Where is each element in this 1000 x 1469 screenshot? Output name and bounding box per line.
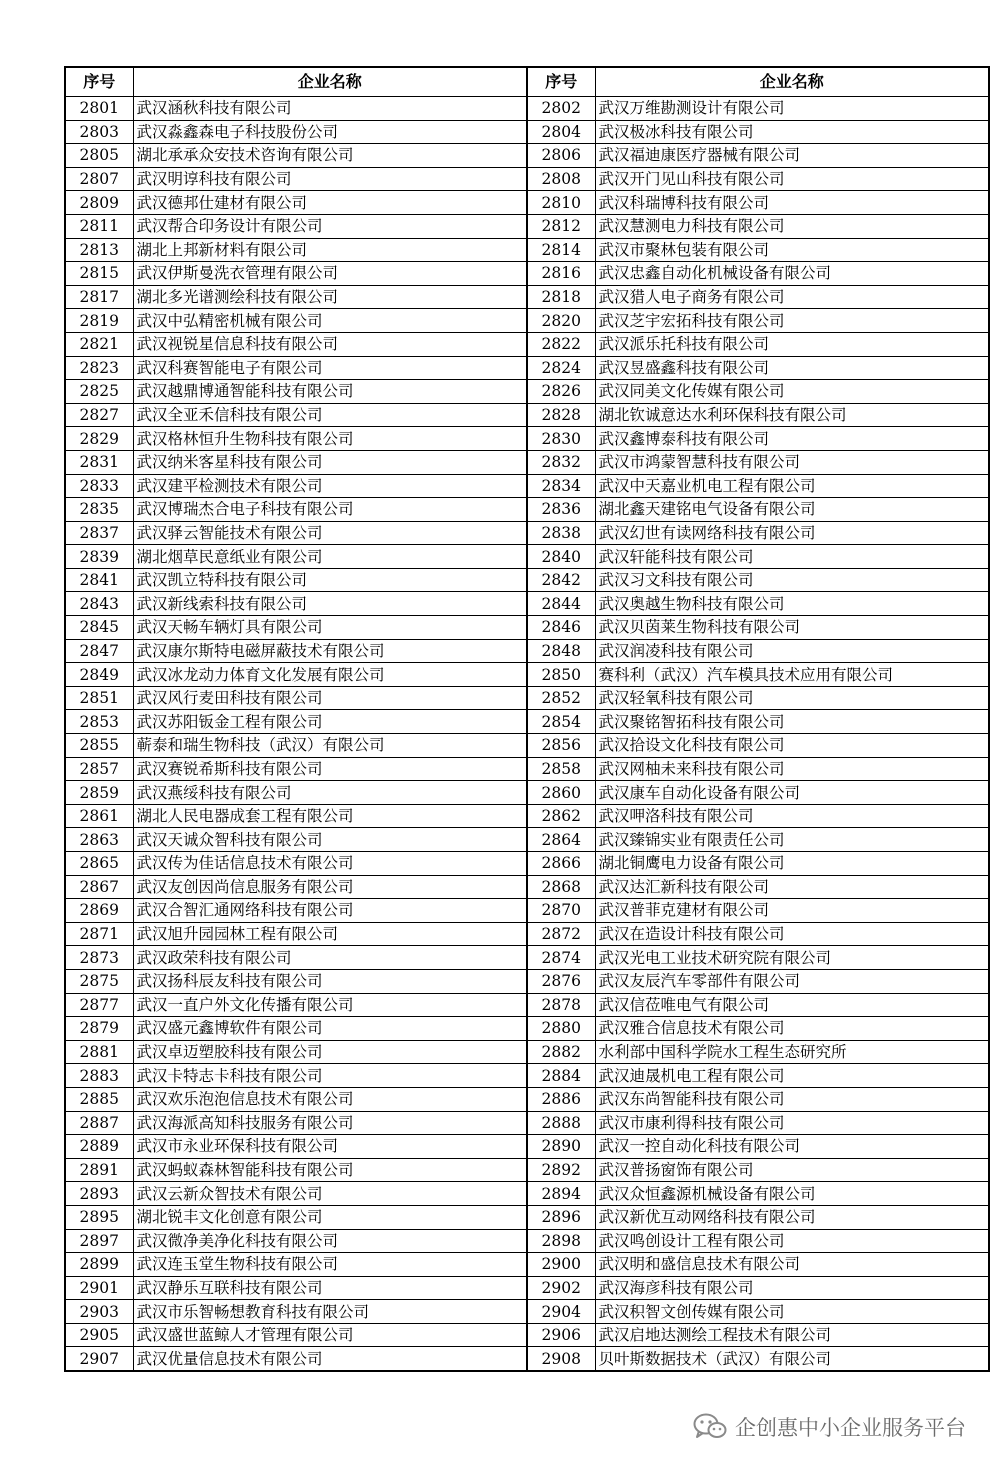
table-row xyxy=(65,1205,989,1229)
serial-left: 2903 xyxy=(65,1300,133,1324)
table-row xyxy=(65,1276,989,1300)
company-name-right: 武汉呷洛科技有限公司 xyxy=(595,804,989,828)
serial-left: 2885 xyxy=(65,1087,133,1111)
table-row xyxy=(65,804,989,828)
company-name-left: 湖北上邦新材料有限公司 xyxy=(133,238,527,262)
table-row xyxy=(65,592,989,616)
company-name-right: 武汉奥越生物科技有限公司 xyxy=(595,592,989,616)
company-name-left: 武汉微净美净化科技有限公司 xyxy=(133,1229,527,1253)
serial-right: 2908 xyxy=(527,1347,595,1371)
serial-right: 2900 xyxy=(527,1253,595,1277)
table-row xyxy=(65,214,989,238)
header-serial-right: 序号 xyxy=(527,67,595,97)
header-company-name-right: 企业名称 xyxy=(595,67,989,97)
company-name-left: 武汉旭升园园林工程有限公司 xyxy=(133,922,527,946)
company-name-left: 武汉驿云智能技术有限公司 xyxy=(133,521,527,545)
company-name-left: 武汉康尔斯特电磁屏蔽技术有限公司 xyxy=(133,639,527,663)
serial-right: 2854 xyxy=(527,710,595,734)
serial-left: 2877 xyxy=(65,993,133,1017)
company-name-left: 武汉盛世蓝鲸人才管理有限公司 xyxy=(133,1323,527,1347)
serial-left: 2855 xyxy=(65,734,133,758)
company-name-right: 武汉市康利得科技有限公司 xyxy=(595,1111,989,1135)
serial-left: 2817 xyxy=(65,285,133,309)
table-row xyxy=(65,1135,989,1159)
table-row xyxy=(65,427,989,451)
company-name-left: 湖北人民电器成套工程有限公司 xyxy=(133,804,527,828)
company-name-right: 武汉昱盛鑫科技有限公司 xyxy=(595,356,989,380)
table-row xyxy=(65,1300,989,1324)
serial-left: 2843 xyxy=(65,592,133,616)
company-name-left: 武汉越鼎博通智能科技有限公司 xyxy=(133,380,527,404)
serial-right: 2898 xyxy=(527,1229,595,1253)
company-name-right: 武汉康车自动化设备有限公司 xyxy=(595,781,989,805)
table-row xyxy=(65,568,989,592)
table-row xyxy=(65,144,989,168)
table-header-row xyxy=(65,67,989,97)
table-row xyxy=(65,356,989,380)
serial-right: 2864 xyxy=(527,828,595,852)
company-name-left: 武汉市永业环保科技有限公司 xyxy=(133,1135,527,1159)
company-name-right: 武汉友辰汽车零部件有限公司 xyxy=(595,969,989,993)
table-row xyxy=(65,686,989,710)
serial-left: 2889 xyxy=(65,1135,133,1159)
table-row xyxy=(65,1087,989,1111)
serial-right: 2874 xyxy=(527,946,595,970)
serial-left: 2851 xyxy=(65,686,133,710)
wechat-icon xyxy=(693,1412,727,1442)
serial-right: 2840 xyxy=(527,545,595,569)
serial-right: 2818 xyxy=(527,285,595,309)
serial-left: 2825 xyxy=(65,380,133,404)
company-name-right: 武汉鸣创设计工程有限公司 xyxy=(595,1229,989,1253)
company-name-right: 湖北鑫天建铭电气设备有限公司 xyxy=(595,498,989,522)
table-row xyxy=(65,899,989,923)
serial-right: 2806 xyxy=(527,144,595,168)
table-row xyxy=(65,663,989,687)
table-row xyxy=(65,403,989,427)
company-name-right: 武汉东尚智能科技有限公司 xyxy=(595,1087,989,1111)
table-row xyxy=(65,734,989,758)
serial-right: 2894 xyxy=(527,1182,595,1206)
company-name-left: 蕲泰和瑞生物科技（武汉）有限公司 xyxy=(133,734,527,758)
table-row xyxy=(65,262,989,286)
serial-left: 2845 xyxy=(65,616,133,640)
company-name-right: 武汉幻世有读网络科技有限公司 xyxy=(595,521,989,545)
header-serial-left: 序号 xyxy=(65,67,133,97)
company-name-right: 湖北钦诚意达水利环保科技有限公司 xyxy=(595,403,989,427)
table-row xyxy=(65,474,989,498)
company-name-right: 武汉市聚林包装有限公司 xyxy=(595,238,989,262)
table-row xyxy=(65,946,989,970)
watermark xyxy=(693,1407,966,1447)
company-name-right: 武汉习文科技有限公司 xyxy=(595,568,989,592)
company-name-right: 武汉慧测电力科技有限公司 xyxy=(595,214,989,238)
table-row xyxy=(65,757,989,781)
table-row xyxy=(65,1111,989,1135)
serial-left: 2837 xyxy=(65,521,133,545)
serial-left: 2893 xyxy=(65,1182,133,1206)
company-name-left: 武汉赛锐希斯科技有限公司 xyxy=(133,757,527,781)
serial-left: 2863 xyxy=(65,828,133,852)
company-name-right: 武汉市鸿蒙智慧科技有限公司 xyxy=(595,450,989,474)
serial-right: 2804 xyxy=(527,120,595,144)
serial-left: 2883 xyxy=(65,1064,133,1088)
serial-right: 2820 xyxy=(527,309,595,333)
company-name-left: 武汉友创因尚信息服务有限公司 xyxy=(133,875,527,899)
serial-right: 2878 xyxy=(527,993,595,1017)
serial-right: 2832 xyxy=(527,450,595,474)
serial-left: 2809 xyxy=(65,191,133,215)
serial-left: 2831 xyxy=(65,450,133,474)
watermark-text: 企创惠中小企业服务平台 xyxy=(735,1416,966,1440)
serial-right: 2882 xyxy=(527,1040,595,1064)
company-name-right: 赛科利（武汉）汽车模具技术应用有限公司 xyxy=(595,663,989,687)
table-row xyxy=(65,969,989,993)
table-row xyxy=(65,875,989,899)
company-name-left: 武汉连玉堂生物科技有限公司 xyxy=(133,1253,527,1277)
company-name-left: 湖北锐丰文化创意有限公司 xyxy=(133,1205,527,1229)
header-company-name-left: 企业名称 xyxy=(133,67,527,97)
company-name-right: 武汉万维勘测设计有限公司 xyxy=(595,97,989,121)
company-name-right: 湖北铜鹰电力设备有限公司 xyxy=(595,852,989,876)
serial-right: 2896 xyxy=(527,1205,595,1229)
serial-left: 2887 xyxy=(65,1111,133,1135)
table-row xyxy=(65,710,989,734)
serial-left: 2879 xyxy=(65,1017,133,1041)
table-row xyxy=(65,285,989,309)
table-row xyxy=(65,498,989,522)
company-name-left: 武汉云新众智技术有限公司 xyxy=(133,1182,527,1206)
table-row xyxy=(65,1229,989,1253)
company-name-left: 湖北多光谱测绘科技有限公司 xyxy=(133,285,527,309)
table-row xyxy=(65,380,989,404)
company-name-right: 武汉开门见山科技有限公司 xyxy=(595,167,989,191)
company-list-table xyxy=(64,66,990,1372)
company-name-right: 武汉新优互动网络科技有限公司 xyxy=(595,1205,989,1229)
company-name-right: 武汉润凌科技有限公司 xyxy=(595,639,989,663)
serial-left: 2905 xyxy=(65,1323,133,1347)
serial-right: 2844 xyxy=(527,592,595,616)
table-row xyxy=(65,1040,989,1064)
serial-left: 2819 xyxy=(65,309,133,333)
serial-right: 2870 xyxy=(527,899,595,923)
serial-right: 2860 xyxy=(527,781,595,805)
serial-left: 2849 xyxy=(65,663,133,687)
table-row xyxy=(65,1347,989,1371)
company-name-left: 武汉天畅车辆灯具有限公司 xyxy=(133,616,527,640)
company-name-left: 武汉视锐星信息科技有限公司 xyxy=(133,332,527,356)
serial-left: 2839 xyxy=(65,545,133,569)
serial-left: 2815 xyxy=(65,262,133,286)
serial-left: 2861 xyxy=(65,804,133,828)
company-name-right: 武汉迪晟机电工程有限公司 xyxy=(595,1064,989,1088)
table-row xyxy=(65,238,989,262)
serial-right: 2876 xyxy=(527,969,595,993)
company-name-left: 武汉建平检测技术有限公司 xyxy=(133,474,527,498)
company-name-left: 武汉淼鑫森电子科技股份公司 xyxy=(133,120,527,144)
company-name-right: 武汉众恒鑫源机械设备有限公司 xyxy=(595,1182,989,1206)
company-name-right: 武汉芝宇宏拓科技有限公司 xyxy=(595,309,989,333)
serial-left: 2823 xyxy=(65,356,133,380)
table-row xyxy=(65,450,989,474)
company-name-left: 武汉新线索科技有限公司 xyxy=(133,592,527,616)
table-row xyxy=(65,332,989,356)
serial-right: 2880 xyxy=(527,1017,595,1041)
serial-right: 2866 xyxy=(527,852,595,876)
serial-right: 2858 xyxy=(527,757,595,781)
company-name-left: 武汉涵秋科技有限公司 xyxy=(133,97,527,121)
company-name-right: 武汉明和盛信息技术有限公司 xyxy=(595,1253,989,1277)
company-name-left: 武汉欢乐泡泡信息技术有限公司 xyxy=(133,1087,527,1111)
serial-right: 2890 xyxy=(527,1135,595,1159)
company-name-left: 武汉伊斯曼洗衣管理有限公司 xyxy=(133,262,527,286)
serial-right: 2814 xyxy=(527,238,595,262)
company-name-right: 武汉中天嘉业机电工程有限公司 xyxy=(595,474,989,498)
serial-left: 2807 xyxy=(65,167,133,191)
serial-left: 2901 xyxy=(65,1276,133,1300)
serial-right: 2846 xyxy=(527,616,595,640)
serial-left: 2907 xyxy=(65,1347,133,1371)
serial-left: 2821 xyxy=(65,332,133,356)
table-row xyxy=(65,1323,989,1347)
company-name-left: 武汉扬科辰友科技有限公司 xyxy=(133,969,527,993)
serial-left: 2827 xyxy=(65,403,133,427)
serial-right: 2904 xyxy=(527,1300,595,1324)
serial-right: 2836 xyxy=(527,498,595,522)
company-name-right: 贝叶斯数据技术（武汉）有限公司 xyxy=(595,1347,989,1371)
table-row xyxy=(65,521,989,545)
serial-left: 2835 xyxy=(65,498,133,522)
serial-left: 2867 xyxy=(65,875,133,899)
table-row xyxy=(65,545,989,569)
serial-right: 2850 xyxy=(527,663,595,687)
company-name-left: 武汉凯立特科技有限公司 xyxy=(133,568,527,592)
serial-right: 2884 xyxy=(527,1064,595,1088)
company-name-left: 武汉格林恒升生物科技有限公司 xyxy=(133,427,527,451)
company-name-left: 武汉合智汇通网络科技有限公司 xyxy=(133,899,527,923)
company-name-right: 武汉海彦科技有限公司 xyxy=(595,1276,989,1300)
company-name-left: 武汉海派高知科技服务有限公司 xyxy=(133,1111,527,1135)
serial-right: 2812 xyxy=(527,214,595,238)
company-name-left: 武汉中弘精密机械有限公司 xyxy=(133,309,527,333)
serial-right: 2872 xyxy=(527,922,595,946)
serial-right: 2834 xyxy=(527,474,595,498)
company-name-right: 武汉普扬窗饰有限公司 xyxy=(595,1158,989,1182)
company-name-left: 武汉政荣科技有限公司 xyxy=(133,946,527,970)
serial-left: 2869 xyxy=(65,899,133,923)
company-name-right: 武汉同美文化传媒有限公司 xyxy=(595,380,989,404)
table-body xyxy=(65,97,989,1372)
serial-right: 2838 xyxy=(527,521,595,545)
company-name-left: 武汉盛元鑫博软件有限公司 xyxy=(133,1017,527,1041)
serial-right: 2862 xyxy=(527,804,595,828)
serial-left: 2891 xyxy=(65,1158,133,1182)
table-row xyxy=(65,97,989,121)
serial-left: 2805 xyxy=(65,144,133,168)
company-name-right: 武汉贝茵莱生物科技有限公司 xyxy=(595,616,989,640)
company-name-right: 武汉忠鑫自动化机械设备有限公司 xyxy=(595,262,989,286)
table-row xyxy=(65,1253,989,1277)
serial-left: 2875 xyxy=(65,969,133,993)
company-name-right: 武汉普菲克建材有限公司 xyxy=(595,899,989,923)
company-name-left: 武汉传为佳话信息技术有限公司 xyxy=(133,852,527,876)
table-row xyxy=(65,993,989,1017)
company-name-right: 武汉科瑞博科技有限公司 xyxy=(595,191,989,215)
company-name-right: 武汉信莅唯电气有限公司 xyxy=(595,993,989,1017)
company-name-left: 武汉明谆科技有限公司 xyxy=(133,167,527,191)
company-name-right: 武汉启地达测绘工程技术有限公司 xyxy=(595,1323,989,1347)
company-name-left: 湖北烟草民意纸业有限公司 xyxy=(133,545,527,569)
serial-left: 2803 xyxy=(65,120,133,144)
serial-right: 2808 xyxy=(527,167,595,191)
serial-left: 2833 xyxy=(65,474,133,498)
table-row xyxy=(65,616,989,640)
company-name-right: 武汉达汇新科技有限公司 xyxy=(595,875,989,899)
serial-right: 2886 xyxy=(527,1087,595,1111)
serial-right: 2824 xyxy=(527,356,595,380)
company-name-left: 湖北承承众安技术咨询有限公司 xyxy=(133,144,527,168)
serial-right: 2822 xyxy=(527,332,595,356)
company-name-right: 武汉在造设计科技有限公司 xyxy=(595,922,989,946)
company-name-right: 武汉积智文创传媒有限公司 xyxy=(595,1300,989,1324)
serial-right: 2848 xyxy=(527,639,595,663)
table-row xyxy=(65,1182,989,1206)
serial-left: 2857 xyxy=(65,757,133,781)
company-name-right: 武汉鑫博泰科技有限公司 xyxy=(595,427,989,451)
serial-left: 2895 xyxy=(65,1205,133,1229)
company-name-right: 武汉光电工业技术研究院有限公司 xyxy=(595,946,989,970)
company-name-left: 武汉德邦仕建材有限公司 xyxy=(133,191,527,215)
table-row xyxy=(65,852,989,876)
serial-right: 2892 xyxy=(527,1158,595,1182)
company-name-left: 武汉一直户外文化传播有限公司 xyxy=(133,993,527,1017)
serial-right: 2856 xyxy=(527,734,595,758)
company-name-left: 武汉卡特志卡科技有限公司 xyxy=(133,1064,527,1088)
serial-left: 2871 xyxy=(65,922,133,946)
company-name-right: 武汉轻氧科技有限公司 xyxy=(595,686,989,710)
company-name-left: 武汉风行麦田科技有限公司 xyxy=(133,686,527,710)
table-row xyxy=(65,191,989,215)
company-name-left: 武汉科赛智能电子有限公司 xyxy=(133,356,527,380)
company-name-right: 武汉极冰科技有限公司 xyxy=(595,120,989,144)
serial-right: 2826 xyxy=(527,380,595,404)
table-row xyxy=(65,120,989,144)
serial-left: 2899 xyxy=(65,1253,133,1277)
serial-left: 2829 xyxy=(65,427,133,451)
serial-right: 2902 xyxy=(527,1276,595,1300)
company-name-right: 武汉一控自动化科技有限公司 xyxy=(595,1135,989,1159)
company-name-right: 武汉福迪康医疗器械有限公司 xyxy=(595,144,989,168)
table-row xyxy=(65,309,989,333)
company-name-left: 武汉全亚禾信科技有限公司 xyxy=(133,403,527,427)
table-row xyxy=(65,828,989,852)
serial-left: 2811 xyxy=(65,214,133,238)
serial-right: 2906 xyxy=(527,1323,595,1347)
table-row xyxy=(65,922,989,946)
company-name-right: 武汉网柚未来科技有限公司 xyxy=(595,757,989,781)
company-name-right: 武汉臻锦实业有限责任公司 xyxy=(595,828,989,852)
company-name-right: 武汉雅合信息技术有限公司 xyxy=(595,1017,989,1041)
company-name-right: 武汉派乐托科技有限公司 xyxy=(595,332,989,356)
company-name-right: 武汉聚铭智拓科技有限公司 xyxy=(595,710,989,734)
serial-left: 2897 xyxy=(65,1229,133,1253)
serial-left: 2865 xyxy=(65,852,133,876)
company-name-right: 武汉拾设文化科技有限公司 xyxy=(595,734,989,758)
company-name-right: 武汉轩能科技有限公司 xyxy=(595,545,989,569)
serial-right: 2816 xyxy=(527,262,595,286)
serial-left: 2847 xyxy=(65,639,133,663)
table-row xyxy=(65,1017,989,1041)
company-name-left: 武汉天诚众智科技有限公司 xyxy=(133,828,527,852)
company-name-left: 武汉纳米客星科技有限公司 xyxy=(133,450,527,474)
serial-right: 2828 xyxy=(527,403,595,427)
serial-left: 2881 xyxy=(65,1040,133,1064)
company-name-left: 武汉苏阳钣金工程有限公司 xyxy=(133,710,527,734)
company-name-left: 武汉蚂蚁森林智能科技有限公司 xyxy=(133,1158,527,1182)
serial-right: 2852 xyxy=(527,686,595,710)
serial-left: 2859 xyxy=(65,781,133,805)
serial-left: 2801 xyxy=(65,97,133,121)
table-row xyxy=(65,1158,989,1182)
company-name-left: 武汉帮合印务设计有限公司 xyxy=(133,214,527,238)
serial-right: 2830 xyxy=(527,427,595,451)
serial-left: 2841 xyxy=(65,568,133,592)
company-name-left: 武汉博瑞杰合电子科技有限公司 xyxy=(133,498,527,522)
company-name-left: 武汉冰龙动力体育文化发展有限公司 xyxy=(133,663,527,687)
company-name-right: 水利部中国科学院水工程生态研究所 xyxy=(595,1040,989,1064)
serial-right: 2868 xyxy=(527,875,595,899)
serial-left: 2853 xyxy=(65,710,133,734)
table-row xyxy=(65,781,989,805)
company-name-right: 武汉猎人电子商务有限公司 xyxy=(595,285,989,309)
table-row xyxy=(65,639,989,663)
serial-right: 2888 xyxy=(527,1111,595,1135)
company-name-left: 武汉静乐互联科技有限公司 xyxy=(133,1276,527,1300)
serial-right: 2802 xyxy=(527,97,595,121)
company-name-left: 武汉燕绥科技有限公司 xyxy=(133,781,527,805)
serial-left: 2813 xyxy=(65,238,133,262)
company-name-left: 武汉优量信息技术有限公司 xyxy=(133,1347,527,1371)
table-row xyxy=(65,167,989,191)
company-name-left: 武汉卓迈塑胶科技有限公司 xyxy=(133,1040,527,1064)
company-name-left: 武汉市乐智畅想教育科技有限公司 xyxy=(133,1300,527,1324)
serial-right: 2810 xyxy=(527,191,595,215)
serial-right: 2842 xyxy=(527,568,595,592)
serial-left: 2873 xyxy=(65,946,133,970)
table-row xyxy=(65,1064,989,1088)
